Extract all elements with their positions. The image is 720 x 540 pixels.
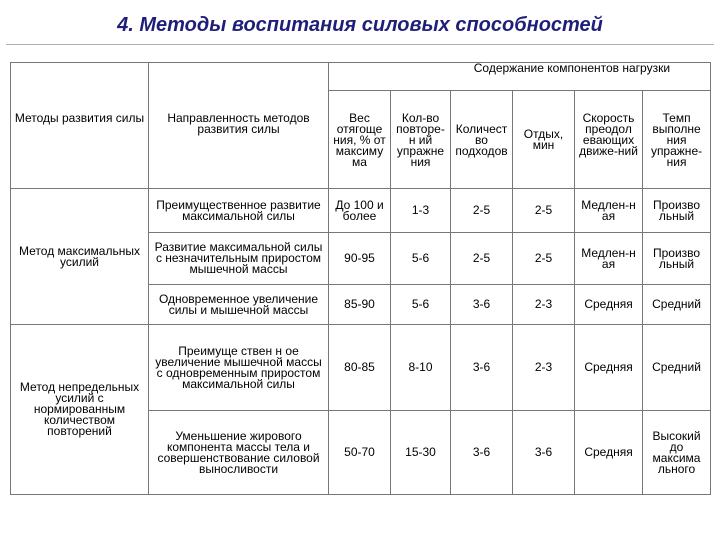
header-speed: Скорость преодол евающих движе-ний bbox=[575, 91, 643, 189]
cell-rest: 2-5 bbox=[513, 189, 575, 233]
header-blank-1 bbox=[11, 63, 149, 91]
load-components-table bbox=[10, 62, 711, 495]
cell-weight: 90-95 bbox=[329, 233, 391, 285]
cell-tempo: Высокий до максима льного bbox=[643, 411, 711, 495]
cell-reps: 5-6 bbox=[391, 233, 451, 285]
cell-tempo: Средний bbox=[643, 285, 711, 325]
header-methods: Методы развития силы bbox=[11, 91, 149, 189]
header-load-components: Содержание компонентов нагрузки bbox=[329, 63, 711, 91]
cell-rest: 2-3 bbox=[513, 285, 575, 325]
cell-sets: 2-5 bbox=[451, 189, 513, 233]
header-reps: Кол-во повторе-н ий упражне ния bbox=[391, 91, 451, 189]
cell-direction: Развитие максимальной силы с незначительным приростом мышечной массы bbox=[149, 233, 329, 285]
cell-speed: Средняя bbox=[575, 411, 643, 495]
cell-rest: 2-5 bbox=[513, 233, 575, 285]
cell-speed: Средняя bbox=[575, 325, 643, 411]
cell-sets: 3-6 bbox=[451, 411, 513, 495]
title-divider bbox=[6, 44, 714, 45]
method-nonmax-efforts: Метод непредельных усилий с нормированным количеством повторений bbox=[11, 325, 149, 495]
cell-reps: 5-6 bbox=[391, 285, 451, 325]
cell-rest: 2-3 bbox=[513, 325, 575, 411]
header-weight: Вес отягоще ния, % от максиму ма bbox=[329, 91, 391, 189]
cell-tempo: Средний bbox=[643, 325, 711, 411]
cell-speed: Медлен-н ая bbox=[575, 189, 643, 233]
header-sets: Количест во подходов bbox=[451, 91, 513, 189]
cell-sets: 3-6 bbox=[451, 325, 513, 411]
cell-sets: 3-6 bbox=[451, 285, 513, 325]
cell-direction: Уменьшение жирового компонента массы тела и совершенствование силовой выносливости bbox=[149, 411, 329, 495]
header-tempo: Темп выполне ния упражне-ния bbox=[643, 91, 711, 189]
header-direction: Направленность методов развития силы bbox=[149, 91, 329, 189]
cell-direction: Преимущественное развитие максимальной силы bbox=[149, 189, 329, 233]
cell-reps: 1-3 bbox=[391, 189, 451, 233]
method-max-efforts: Метод максимальных усилий bbox=[11, 189, 149, 325]
cell-rest: 3-6 bbox=[513, 411, 575, 495]
cell-weight: До 100 и более bbox=[329, 189, 391, 233]
header-rest: Отдых, мин bbox=[513, 91, 575, 189]
cell-reps: 15-30 bbox=[391, 411, 451, 495]
cell-tempo: Произво льный bbox=[643, 233, 711, 285]
slide-title: 4. Методы воспитания силовых способностей bbox=[117, 14, 603, 36]
cell-direction: Одновременное увеличение силы и мышечной массы bbox=[149, 285, 329, 325]
cell-weight: 85-90 bbox=[329, 285, 391, 325]
table-row bbox=[11, 189, 711, 233]
cell-direction: Преимуще ствен н ое увеличение мышечной массы с одновременным приростом максимальной силы bbox=[149, 325, 329, 411]
cell-speed: Средняя bbox=[575, 285, 643, 325]
header-blank-2 bbox=[149, 63, 329, 91]
table-row bbox=[11, 325, 711, 411]
cell-reps: 8-10 bbox=[391, 325, 451, 411]
cell-weight: 80-85 bbox=[329, 325, 391, 411]
cell-weight: 50-70 bbox=[329, 411, 391, 495]
cell-speed: Медлен-н ая bbox=[575, 233, 643, 285]
cell-tempo: Произво льный bbox=[643, 189, 711, 233]
cell-sets: 2-5 bbox=[451, 233, 513, 285]
